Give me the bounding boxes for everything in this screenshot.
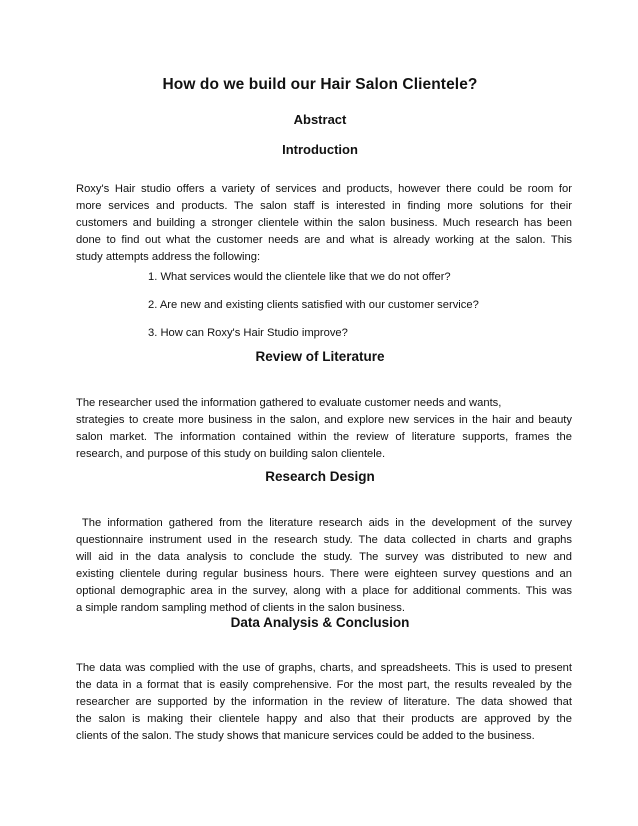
paragraph-line: done to find out what the customer needs are and what is already working at the salon. This [76, 234, 572, 246]
question-item: 2. Are new and existing clients satisfied with our customer service? [148, 299, 479, 311]
abstract-heading: Abstract [293, 112, 347, 127]
introduction-heading: Introduction [282, 142, 358, 157]
paragraph-line: Roxy's Hair studio offers a variety of services and products, however there could be room for [76, 183, 572, 195]
paragraph-line: clients of the salon. The study shows that manicure services could be added to the business. [76, 730, 535, 742]
paragraph-line: the data in a format that is easily comprehensive. For the most part, the results revealed by the [76, 679, 572, 691]
introduction-paragraph [76, 181, 572, 266]
paragraph-line: the salon is making their clientele happy and also that their products are approved by the [76, 713, 572, 725]
paragraph-line: The information gathered from the literature research aids in the development of the survey [76, 517, 572, 529]
paragraph-line: The researcher used the information gathered to evaluate customer needs and wants, [76, 397, 502, 409]
data-analysis-conclusion-heading: Data Analysis & Conclusion [230, 615, 410, 630]
question-item: 3. How can Roxy's Hair Studio improve? [148, 327, 348, 339]
paragraph-line: strategies to create more business in the salon, and explore new services in the hair and beauty [76, 414, 572, 426]
document-title: How do we build our Hair Salon Clientele? [162, 76, 478, 93]
paragraph-line: a simple random sampling method of clients in the salon business. [76, 602, 405, 614]
paragraph-line: will aid in the data analysis to conclude the study. The survey was distributed to new and [76, 551, 572, 563]
paragraph-line: research, and purpose of this study on building salon clientele. [76, 448, 386, 460]
paragraph-line: customers and building a stronger clientele within the salon business. Much research has been [76, 217, 572, 229]
data-analysis-paragraph [76, 660, 572, 745]
review-of-literature-heading: Review of Literature [255, 349, 385, 364]
research-design-paragraph [76, 515, 572, 617]
paragraph-line: The data was complied with the use of graphs, charts, and spreadsheets. This is used to present [76, 662, 572, 674]
paragraph-line: salon market. The information contained within the review of literature supports, frames the [76, 431, 572, 443]
paragraph-line: optional demographic area in the survey, along with a place for additional comments. This was [76, 585, 572, 597]
review-of-literature-paragraph [76, 395, 572, 463]
question-item: 1. What services would the clientele like that we do not offer? [148, 271, 451, 283]
paragraph-line: researcher are supported by the information in the review of literature. The data showed that [76, 696, 572, 708]
paragraph-line: existing clientele during regular business hours. There were eighteen survey questions and an [76, 568, 572, 580]
paragraph-line: questionnaire instrument used in the research study. The data collected in charts and graphs [76, 534, 572, 546]
paragraph-line: study attempts address the following: [76, 251, 261, 263]
paragraph-line: more services and products. The salon staff is interested in finding more solutions for their [76, 200, 572, 212]
research-design-heading: Research Design [265, 469, 375, 484]
